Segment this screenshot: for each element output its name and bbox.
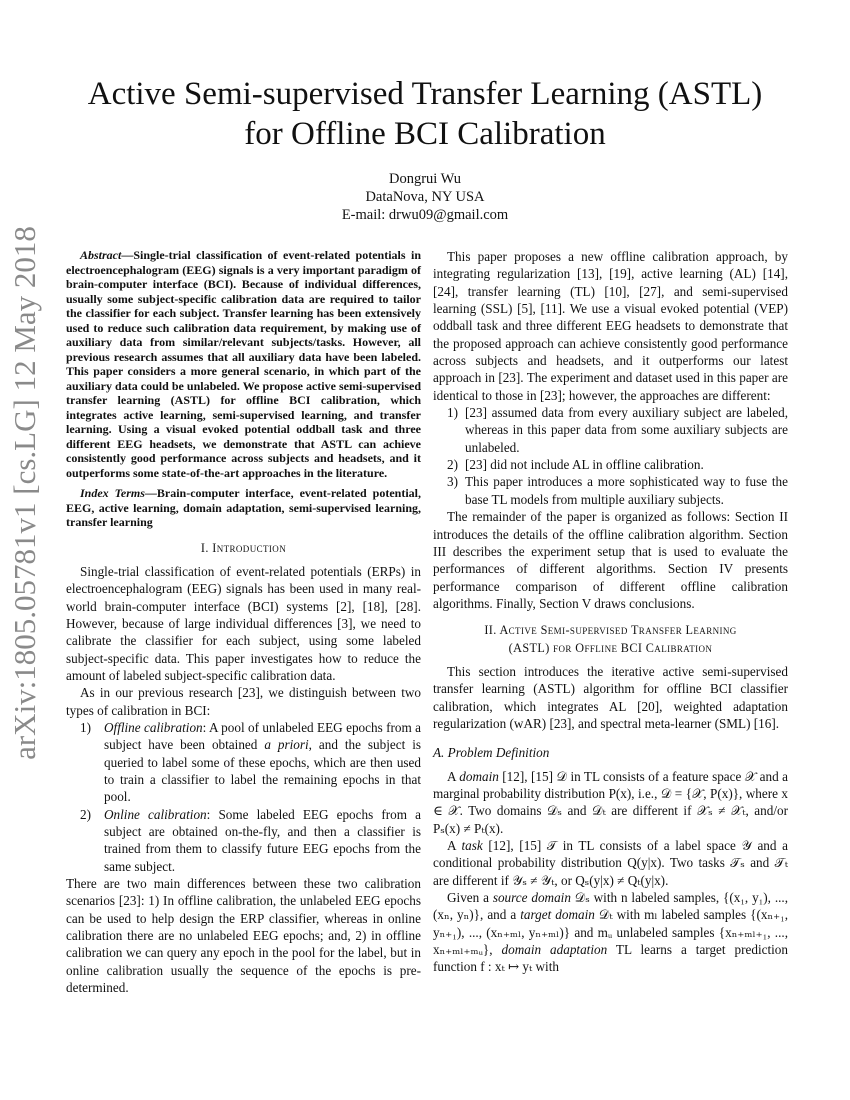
section-2-heading bbox=[433, 622, 788, 657]
text-fragment: Given a bbox=[447, 890, 489, 906]
list-text: : A pool of unlabeled EEG epochs from a subject have been obtained bbox=[104, 719, 421, 753]
text-fragment: A bbox=[447, 768, 456, 784]
task-definition bbox=[433, 837, 788, 889]
left-column bbox=[66, 248, 421, 996]
a-priori-term: a priori bbox=[264, 737, 309, 753]
title-line-2: for Offline BCI Calibration bbox=[244, 116, 606, 152]
author-affiliation: DataNova, NY USA bbox=[365, 189, 485, 205]
text-fragment: TL learns a target prediction function f : xₜ ↦ yₜ with bbox=[433, 942, 788, 975]
list-item bbox=[433, 456, 788, 473]
list-item bbox=[66, 719, 421, 806]
list-text: [23] did not include AL in offline calibration. bbox=[465, 457, 704, 473]
text-fragment: A bbox=[447, 838, 456, 853]
intro-paragraph-1: Single-trial classification of event-related potentials (ERPs) in electroencephalogram (EEG) signals has been used in many real-world brain-computer interface (BCI) systems [2], [18], [28]. However, because of large individual differences [3], we need to calibrate the classifier for each subject, using some labeled subject-specific data. This paper investigates how to reduce the amount of labeled subject-specific calibration data. bbox=[66, 563, 421, 683]
author-email: E-mail: drwu09@gmail.com bbox=[341, 207, 509, 223]
list-number: 3) bbox=[447, 474, 458, 490]
subsection-a-heading: A. Problem Definition bbox=[433, 745, 550, 761]
index-terms-label: Index Terms bbox=[80, 486, 145, 500]
abstract-text: —Single-trial classification of event-related potentials in electroencephalogram (EEG) signals is a very important paradigm of brain-computer interface (BCI). Because of individual differences, usually some subject-specific calibration data are required to tailor the classifier for each subject. Transfer learning has been extensively used to reduce such calibration data requirement, by making use of auxiliary data from similar/relevant subjects/tasks. However, all previous research assumes that all auxiliary data have been labeled. This paper considers a more general scenario, in which part of the auxiliary data could be unlabeled. We propose active semi-supervised transfer learning (ASTL) for offline BCI calibration, which integrates active learning, semi-supervised learning, and transfer learning. Using a visual evoked potential oddball task and three different EEG headsets, we demonstrate that ASTL can achieve consistently good performance across subjects and headsets, and it outperforms some state-of-the-art approaches in the literature. bbox=[66, 248, 421, 480]
abstract-label: Abstract bbox=[80, 248, 122, 262]
list-item bbox=[433, 404, 788, 456]
domain-adaptation-term: domain adaptation bbox=[501, 942, 608, 958]
title-line-1: Active Semi-supervised Transfer Learning (ASTL) bbox=[87, 76, 763, 112]
text-fragment: 𝒟ₜ with mₗ labeled samples {(xₙ₊₁, yₙ₊₁), ..., (xₙ₊ₘₗ, yₙ₊ₘₗ)} and mᵤ unlabeled samples {xₙ₊ₘₗ₊₁, ..., xₙ₊ₘₗ₊ₘᵤ}, bbox=[433, 907, 789, 958]
section-2-paragraph-1: This section introduces the iterative active semi-supervised transfer learning (ASTL) algorithm for offline BCI classifier calibration, which integrates AL [20], weighted adaptation regularization (wAR) [23], and spectral meta-learner (SML) [16]. bbox=[433, 663, 788, 731]
target-domain-term: target domain bbox=[520, 907, 595, 923]
abstract bbox=[66, 248, 421, 480]
paper-title bbox=[60, 74, 790, 154]
list-item bbox=[66, 806, 421, 875]
intro-paragraph-3: There are two main differences between these two calibration scenarios [23]: 1) In offline calibration, the unlabeled EEG epochs can be used to help design the ERP classifier, whereas in online calibration there are no unlabeled EEG epochs; and, 2) in offline calibration we can query any epoch in the pool for the label, but in online calibration usually the sequence of the epochs is pre-determined. bbox=[66, 876, 421, 996]
intro-paragraph-2: As in our previous research [23], we distinguish between two types of calibration in BCI: bbox=[66, 685, 421, 718]
list-text: This paper introduces a more sophisticated way to fuse the base TL models from multiple auxiliary subjects. bbox=[465, 474, 788, 507]
section-2-heading-line-2: (ASTL) for Offline BCI Calibration bbox=[508, 640, 713, 655]
differences-list bbox=[433, 404, 788, 508]
text-fragment: [12], [15] 𝒯 in TL consists of a label space 𝒴 and a conditional probability distribution Q(y|x). Two tasks 𝒯ₛ and 𝒯ₜ are different if 𝒴ₛ ≠ 𝒴ₜ, or Qₛ(y|x) ≠ Qₜ(y|x). bbox=[433, 838, 789, 888]
right-paragraph-1: This paper proposes a new offline calibration approach, by integrating regularization [13], [19], active learning (AL) [14], [24], transfer learning (TL) [10], [27], and semi-supervised learning (SSL) [5], [11]. We use a visual evoked potential (VEP) oddball task and three different EEG headsets to demonstrate that the proposed approach can achieve consistently good performance across subjects and headsets, and it outperforms our latest approach in [23]. The experiment and dataset used in this paper are identical to those in [23]; however, the approaches are different: bbox=[433, 249, 788, 403]
list-item bbox=[433, 473, 788, 508]
source-domain-term: source domain bbox=[492, 890, 571, 906]
given-paragraph bbox=[433, 889, 788, 976]
task-term: task bbox=[461, 838, 483, 853]
list-number: 1) bbox=[80, 719, 91, 735]
right-paragraph-2: The remainder of the paper is organized as follows: Section II introduces the details of the offline calibration algorithm. Section III describes the experiment setup that is used to evaluate the performances of different algorithms. Section IV presents performance comparison of different offline calibration algorithms. Finally, Section V draws conclusions. bbox=[433, 509, 788, 611]
list-number: 2) bbox=[80, 806, 91, 822]
domain-definition bbox=[433, 768, 788, 837]
right-column bbox=[433, 248, 788, 976]
list-number: 2) bbox=[447, 457, 458, 473]
list-number: 1) bbox=[447, 405, 458, 421]
index-terms bbox=[66, 486, 421, 530]
arxiv-side-label: arXiv:1805.05781v1 [cs.LG] 12 May 2018 bbox=[7, 226, 42, 760]
domain-term: domain bbox=[459, 768, 499, 784]
text-fragment: [12], [15] 𝒟 in TL consists of a feature space 𝒳 and a marginal probability distribution P(x), i.e., 𝒟 = {𝒳, P(x)}, where x ∈ 𝒳. Two domains 𝒟ₛ and 𝒟ₜ are different if 𝒳ₛ ≠ 𝒳ₜ, and/or Pₛ(x) ≠ Pₜ(x). bbox=[433, 768, 788, 836]
online-calibration-term: Online calibration bbox=[104, 806, 207, 822]
index-terms-text: —Brain-computer interface, event-related potential, EEG, active learning, domain adaptation, semi-supervised learning, transfer learning bbox=[66, 486, 421, 529]
list-text: , and the subject is queried to label some of these epochs, which are then used to train a classifier to label the remaining epochs in that pool. bbox=[104, 737, 421, 805]
list-text: : Some labeled EEG epochs from a subject are obtained on-the-fly, and then a classifier is trained from them to classify future EEG epochs from the same subject. bbox=[104, 806, 421, 874]
section-1-heading: I. Introduction bbox=[200, 540, 287, 555]
calibration-list bbox=[66, 719, 421, 875]
author-name: Dongrui Wu bbox=[388, 171, 462, 187]
list-text: [23] assumed data from every auxiliary subject are labeled, whereas in this paper data from some auxiliary subjects are unlabeled. bbox=[465, 405, 788, 455]
text-fragment: 𝒟ₛ with n labeled samples, {(x₁, y₁), ..., (xₙ, yₙ)}, and a bbox=[433, 890, 789, 923]
offline-calibration-term: Offline calibration bbox=[104, 719, 203, 735]
section-2-heading-line-1: II. Active Semi-supervised Transfer Learning bbox=[484, 623, 737, 638]
author-block bbox=[250, 170, 600, 224]
